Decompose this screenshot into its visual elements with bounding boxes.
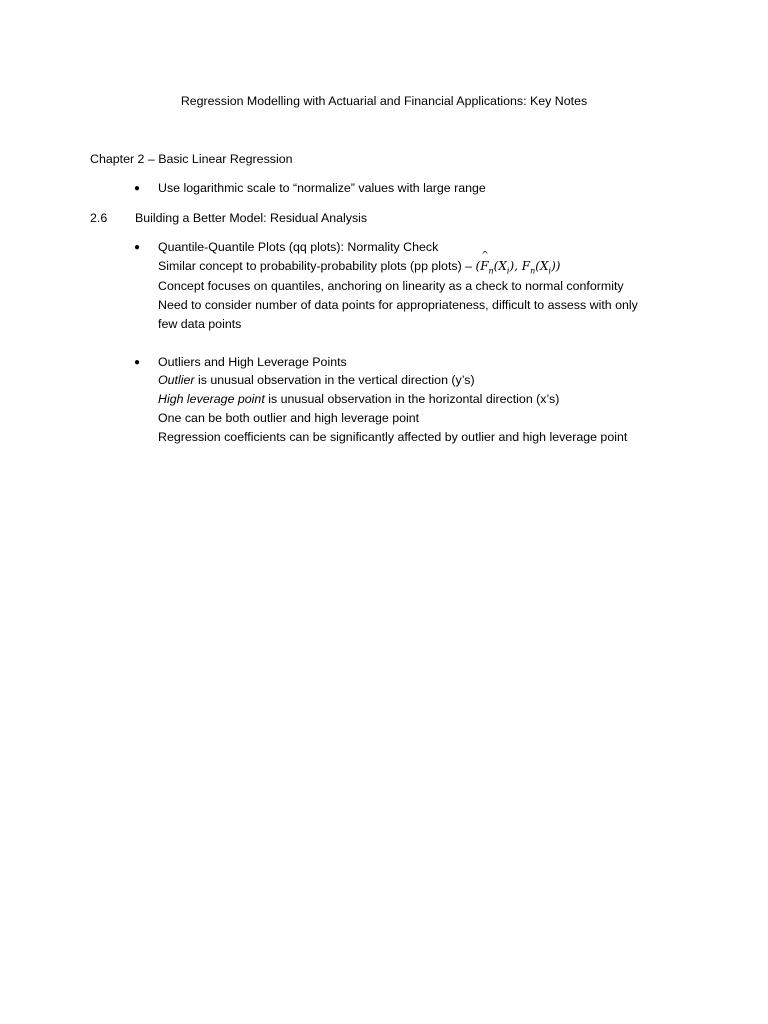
leverage-definition: is unusual observation in the horizontal direction (x’s)	[264, 392, 560, 406]
section-title: Building a Better Model: Residual Analysis	[135, 211, 368, 225]
outliers-heading: Outliers and High Leverage Points	[158, 355, 347, 369]
bullet-icon: ●	[134, 242, 141, 253]
chapter-bullet-text: Use logarithmic scale to “normalize” values with large range	[158, 181, 486, 195]
outliers-line-1	[158, 373, 475, 387]
chapter-heading: Chapter 2 – Basic Linear Regression	[90, 152, 293, 166]
qq-heading: Quantile-Quantile Plots (qq plots): Normality Check	[158, 240, 439, 254]
section-number: 2.6	[90, 211, 108, 225]
bullet-icon: ●	[134, 183, 141, 194]
document-title: Regression Modelling with Actuarial and Financial Applications: Key Notes	[180, 94, 588, 108]
pp-formula: (^ $F_n(X_i)$, $F_n(X_i)$)	[476, 259, 561, 273]
bullet-icon: ●	[134, 357, 141, 368]
qq-line-1	[158, 259, 560, 275]
outlier-term: Outlier	[158, 373, 195, 387]
qq-line-3: Need to consider number of data points for appropriateness, difficult to assess with only	[158, 298, 638, 312]
outliers-line-3: One can be both outlier and high leverage point	[158, 411, 420, 425]
qq-line-4: few data points	[158, 317, 242, 331]
qq-line-2: Concept focuses on quantiles, anchoring on linearity as a check to normal conformity	[158, 279, 624, 293]
leverage-term: High leverage point	[158, 392, 265, 406]
outlier-definition: is unusual observation in the vertical direction (y’s)	[194, 373, 475, 387]
outliers-line-2	[158, 392, 559, 406]
qq-line-1-text: Similar concept to probability-probability plots (pp plots) –	[158, 259, 476, 273]
outliers-line-4: Regression coefficients can be significantly affected by outlier and high leverage point	[158, 430, 628, 444]
